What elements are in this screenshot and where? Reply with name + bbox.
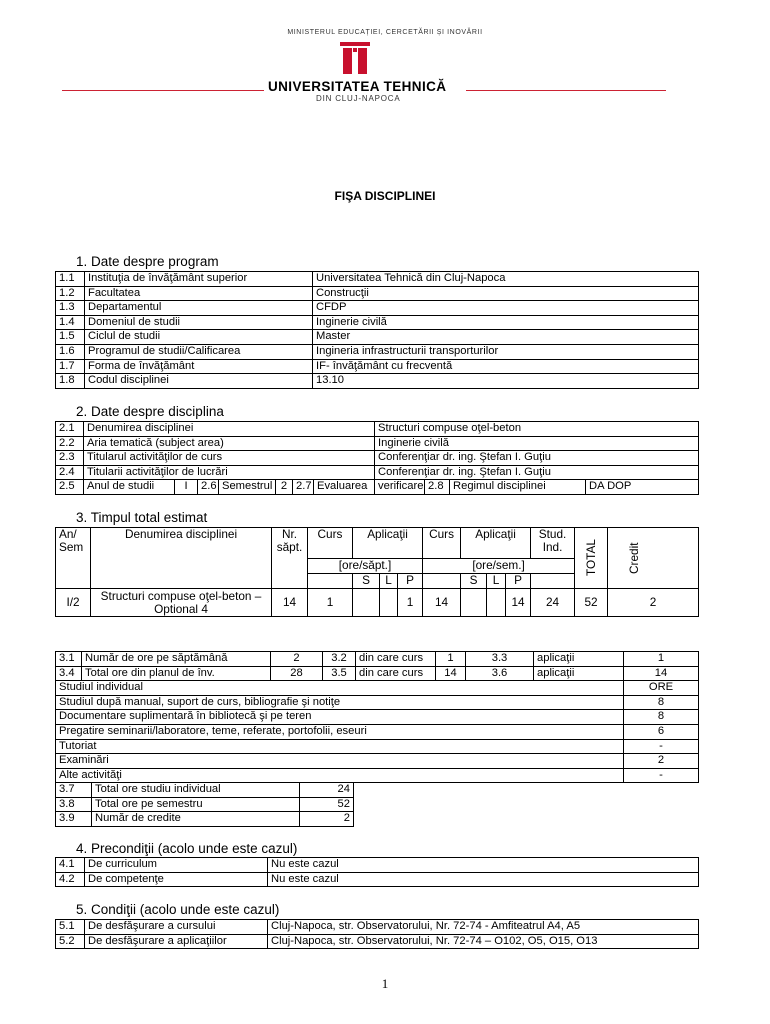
row-label: Domeniul de studii [85, 315, 313, 330]
table-row [56, 436, 699, 451]
row-label: Facultatea [85, 286, 313, 301]
header-s: S [461, 574, 487, 589]
table-row [56, 695, 699, 710]
row-label: Denumirea disciplinei [84, 422, 375, 437]
time-table [55, 527, 699, 617]
row-value: CFDP [313, 301, 699, 316]
header-p: P [398, 574, 423, 589]
header-l: L [487, 574, 506, 589]
credit-value: 2 [608, 589, 699, 617]
header-credit-cell [608, 528, 699, 589]
row-number: 4.1 [56, 858, 85, 873]
section-3-title: 3. Timpul total estimat [76, 510, 208, 525]
table-row [56, 301, 699, 316]
row-number: 3.9 [56, 812, 92, 827]
activity-hours: 6 [624, 724, 699, 739]
row-label: De desfăşurare a aplicaţiilor [85, 934, 268, 949]
table-row [56, 710, 699, 725]
table-row [56, 754, 699, 769]
row-number: 1.1 [56, 272, 85, 287]
year-sem-value: I/2 [56, 589, 91, 617]
row-value: 1 [624, 652, 699, 667]
year-value: I [175, 480, 198, 495]
total-value: 52 [575, 589, 608, 617]
activity-hours: 8 [624, 695, 699, 710]
row-label: Departamentul [85, 301, 313, 316]
header-individual-study: Stud. Ind. [531, 528, 575, 559]
table-row [56, 739, 699, 754]
header-total-cell [575, 528, 608, 589]
row-value: 52 [300, 797, 354, 812]
row-number: 1.4 [56, 315, 85, 330]
empty-cell [308, 574, 353, 589]
row-number: 3.4 [56, 666, 82, 681]
course-semester-value: 14 [423, 589, 461, 617]
row-value: 24 [300, 783, 354, 798]
table-row [56, 344, 699, 359]
row-value: Structuri compuse oţel-beton [375, 422, 699, 437]
row-value: Nu este cazul [268, 872, 699, 887]
row-number: 5.1 [56, 920, 85, 935]
course-weekly-value: 1 [308, 589, 353, 617]
header-rule-left [62, 90, 264, 91]
row-number: 2.3 [56, 451, 84, 466]
header-weeks: Nr. săpt. [272, 528, 308, 589]
row-value: Ingineria infrastructurii transporturilor [313, 344, 699, 359]
row-label: Total ore din planul de înv. [82, 666, 271, 681]
section-5-title: 5. Condiţii (acolo unde este cazul) [76, 902, 280, 917]
row-label: Total ore pe semestru [92, 797, 300, 812]
activity-label: Studiul individual [56, 681, 624, 696]
table-row [56, 724, 699, 739]
table-row [56, 681, 699, 696]
row-value: Cluj-Napoca, str. Observatorului, Nr. 72-74 - Amfiteatrul A4, A5 [268, 920, 699, 935]
semester-value: 2 [276, 480, 293, 495]
row-number: 3.6 [466, 666, 534, 681]
activity-hours: 8 [624, 710, 699, 725]
row-value: Conferenţiar dr. ing. Ştefan I. Guţiu [375, 451, 699, 466]
seminar-semester-value [461, 589, 487, 617]
program-table [55, 271, 699, 389]
row-value: Construcţii [313, 286, 699, 301]
row-number: 4.2 [56, 872, 85, 887]
row-label: Instituţia de învăţământ superior [85, 272, 313, 287]
row-value: IF- învăţământ cu frecventă [313, 359, 699, 374]
row-number: 3.5 [323, 666, 356, 681]
row-number: 1.5 [56, 330, 85, 345]
row-value: Cluj-Napoca, str. Observatorului, Nr. 72-74 – O102, O5, O15, O13 [268, 934, 699, 949]
row-value: 14 [624, 666, 699, 681]
row-label: De competenţe [85, 872, 268, 887]
row-label: Anul de studii [84, 480, 175, 495]
activity-label: Pregatire seminarii/laboratore, teme, referate, portofolii, eseuri [56, 724, 624, 739]
row-number: 2.4 [56, 465, 84, 480]
table-row [56, 797, 354, 812]
header-course-semester: Curs [423, 528, 461, 559]
row-number: 1.8 [56, 374, 85, 389]
header-course-weekly: Curs [308, 528, 353, 559]
table-row [56, 768, 699, 783]
discipline-table [55, 421, 699, 495]
university-logo [340, 42, 370, 79]
row-number: 5.2 [56, 934, 85, 949]
seminar-weekly-value [353, 589, 380, 617]
row-value: Nu este cazul [268, 858, 699, 873]
table-row [56, 934, 699, 949]
activity-label: Tutoriat [56, 739, 624, 754]
table-row [56, 359, 699, 374]
row-label: Semestrul [219, 480, 276, 495]
header-applications-weekly: Aplicaţii [353, 528, 423, 559]
preconditions-table [55, 857, 699, 887]
section-4-title: 4. Precondiţii (acolo unde este cazul) [76, 841, 298, 856]
table-row [56, 872, 699, 887]
discipline-name-value: Structuri compuse oţel-beton – Optional 4 [91, 589, 272, 617]
table-row [56, 330, 699, 345]
header-total: TOTAL [584, 539, 599, 577]
activity-hours: ORE [624, 681, 699, 696]
totals-table [55, 782, 354, 827]
ministry-name: MINISTERUL EDUCAȚIEI, CERCETĂRII ȘI INOVĂRII [287, 29, 483, 36]
weeks-value: 14 [272, 589, 308, 617]
row-number: 3.7 [56, 783, 92, 798]
header-s: S [353, 574, 380, 589]
section-1-title: 1. Date despre program [76, 254, 219, 269]
row-label: Ciclul de studii [85, 330, 313, 345]
project-weekly-value: 1 [398, 589, 423, 617]
header-hours-per-semester: [ore/sem.] [423, 559, 575, 574]
header-p: P [506, 574, 531, 589]
regime-value: DA DOP [586, 480, 699, 495]
evaluation-value: verificare [375, 480, 425, 495]
activity-hours: - [624, 739, 699, 754]
table-row [56, 920, 699, 935]
activity-label: Documentare suplimentară în bibliotecă şi pe teren [56, 710, 624, 725]
row-label: Număr de credite [92, 812, 300, 827]
row-value: 28 [271, 666, 323, 681]
row-label: Codul disciplinei [85, 374, 313, 389]
row-label: din care curs [356, 666, 436, 681]
row-value: 13.10 [313, 374, 699, 389]
individual-study-value: 24 [531, 589, 575, 617]
row-label: Total ore studiu individual [92, 783, 300, 798]
row-label: Titularii activităţilor de lucrări [84, 465, 375, 480]
row-number: 1.2 [56, 286, 85, 301]
row-value: Conferenţiar dr. ing. Ştefan I. Guţiu [375, 465, 699, 480]
row-value: Universitatea Tehnică din Cluj-Napoca [313, 272, 699, 287]
project-semester-value: 14 [506, 589, 531, 617]
row-label: Programul de studii/Calificarea [85, 344, 313, 359]
table-row [56, 286, 699, 301]
row-label: Regimul disciplinei [450, 480, 586, 495]
section-2-title: 2. Date despre disciplina [76, 404, 224, 419]
header-year-sem: An/ Sem [56, 528, 91, 589]
row-number: 1.3 [56, 301, 85, 316]
table-row [56, 589, 699, 617]
row-number: 2.6 [198, 480, 219, 495]
table-row [56, 422, 699, 437]
row-value: 1 [436, 652, 466, 667]
row-label: Titularul activităţilor de curs [84, 451, 375, 466]
row-label: Evaluarea [314, 480, 375, 495]
header-applications-semester: Aplicaţii [461, 528, 531, 559]
table-row [56, 374, 699, 389]
university-name: UNIVERSITATEA TEHNICĂ [268, 79, 447, 94]
row-number: 3.8 [56, 797, 92, 812]
row-number: 2.5 [56, 480, 84, 495]
row-number: 2.7 [293, 480, 314, 495]
empty-cell [423, 574, 461, 589]
activity-hours: 2 [624, 754, 699, 769]
row-number: 2.2 [56, 436, 84, 451]
table-row [56, 272, 699, 287]
header-discipline-name: Denumirea disciplinei [91, 528, 272, 589]
row-number: 3.2 [323, 652, 356, 667]
row-label: Forma de învăţământ [85, 359, 313, 374]
header-rule-right [466, 90, 666, 91]
hours-table [55, 651, 699, 783]
row-label: Număr de ore pe săptămână [82, 652, 271, 667]
activity-label: Studiul după manual, suport de curs, bibliografie şi notiţe [56, 695, 624, 710]
row-value: Master [313, 330, 699, 345]
activity-label: Alte activităţi [56, 768, 624, 783]
header-hours-per-week: [ore/săpt.] [308, 559, 423, 574]
table-row [56, 858, 699, 873]
row-value: 2 [271, 652, 323, 667]
table-row [56, 465, 699, 480]
row-label: Aria tematică (subject area) [84, 436, 375, 451]
row-label: din care curs [356, 652, 436, 667]
header-l: L [380, 574, 398, 589]
row-value: Inginerie civilă [375, 436, 699, 451]
table-row [56, 666, 699, 681]
header-credit: Credit [627, 542, 642, 574]
row-label: aplicaţii [534, 652, 624, 667]
empty-cell [531, 574, 575, 589]
row-number: 1.7 [56, 359, 85, 374]
row-number: 2.1 [56, 422, 84, 437]
row-value: 14 [436, 666, 466, 681]
university-city: DIN CLUJ-NAPOCA [316, 94, 401, 103]
row-value: 2 [300, 812, 354, 827]
document-title: FIŞA DISCIPLINEI [334, 189, 436, 203]
row-number: 3.1 [56, 652, 82, 667]
row-value: Inginerie civilă [313, 315, 699, 330]
lab-weekly-value [380, 589, 398, 617]
row-number: 2.8 [425, 480, 450, 495]
row-label: De desfăşurare a cursului [85, 920, 268, 935]
row-label: aplicaţii [534, 666, 624, 681]
row-label: De curriculum [85, 858, 268, 873]
row-number: 1.6 [56, 344, 85, 359]
row-number: 3.3 [466, 652, 534, 667]
table-row [56, 652, 699, 667]
table-row [56, 451, 699, 466]
table-row [56, 480, 699, 495]
conditions-table [55, 919, 699, 949]
activity-label: Examinări [56, 754, 624, 769]
page-number: 1 [381, 976, 389, 991]
table-row [56, 812, 354, 827]
lab-semester-value [487, 589, 506, 617]
table-row [56, 783, 354, 798]
table-row [56, 315, 699, 330]
activity-hours: - [624, 768, 699, 783]
